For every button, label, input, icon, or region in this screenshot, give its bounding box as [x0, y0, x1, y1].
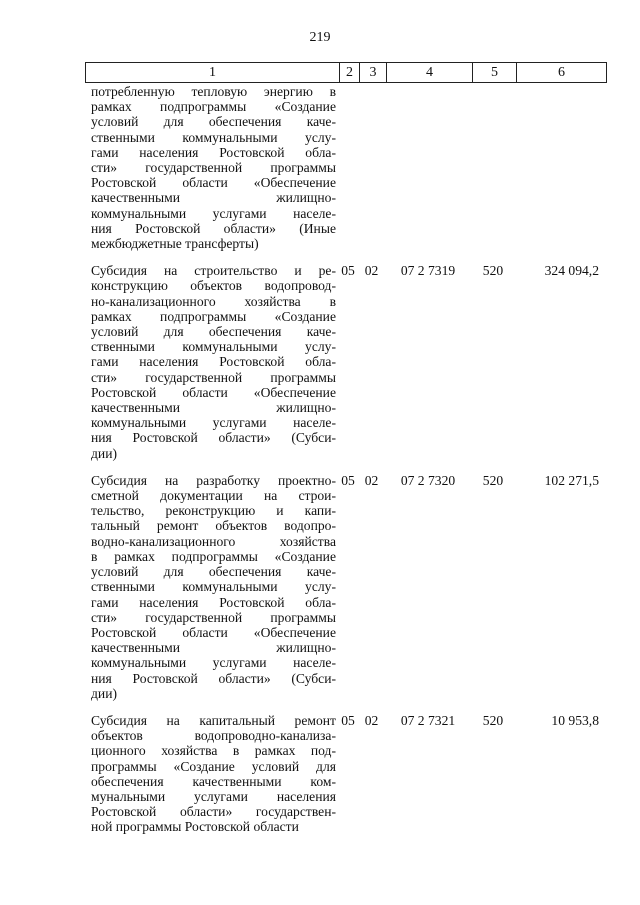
description-line: качественными жилищно-: [91, 190, 336, 206]
description-line: коммунальными услугами населе-: [91, 415, 336, 431]
row-description: [91, 713, 336, 835]
section-code: 05: [341, 712, 355, 728]
description-line: программы «Создание условий для: [91, 758, 336, 774]
description-line: ной программы Ростовской области: [91, 819, 299, 835]
header-col-5: 5: [472, 63, 516, 82]
table-row: [85, 473, 605, 701]
table-row: [85, 713, 605, 835]
description-line: гами населения Ростовской обла-: [91, 354, 336, 370]
description-line: водно-канализационного хозяйства: [91, 533, 336, 549]
expense-type-code: 520: [482, 263, 504, 279]
header-col-3: 3: [359, 63, 386, 82]
description-line: сти» государственной программы: [91, 160, 336, 176]
header-col-1: 1: [209, 65, 216, 80]
header-col-2: 2: [339, 63, 359, 82]
amount-value: 324 094,2: [544, 263, 599, 279]
row-description: [91, 84, 336, 251]
description-line: ния Ростовской области» (Иные: [91, 220, 336, 236]
description-line: ственными коммунальными услу-: [91, 339, 336, 355]
description-line: потребленную тепловую энергию в: [91, 84, 336, 99]
description-line: условий для обеспечения каче-: [91, 564, 336, 580]
description-line: ственными коммунальными услу-: [91, 129, 336, 145]
description-line: дии): [91, 685, 117, 701]
description-line: коммунальными услугами населе-: [91, 655, 336, 671]
row-description: [91, 263, 336, 461]
row-description: [91, 473, 336, 701]
target-article-code: 07 2 7321: [400, 712, 456, 728]
target-article-code: 07 2 7320: [400, 472, 456, 488]
description-line: Ростовской области «Обеспечение: [91, 624, 336, 640]
subsection-code: 02: [364, 472, 379, 488]
table-header-row: [85, 62, 607, 83]
description-line: рамках подпрограммы «Создание: [91, 308, 336, 324]
subsection-code: 02: [364, 712, 379, 728]
description-line: Субсидия на строительство и ре-: [91, 263, 336, 279]
page-number: 219: [309, 30, 331, 45]
description-line: тельство, реконструкцию и капи-: [91, 503, 336, 519]
expense-type-code: 520: [482, 712, 504, 728]
description-line: конструкцию объектов водопровод-: [91, 278, 336, 294]
description-line: межбюджетные трансферты): [91, 236, 259, 252]
description-line: объектов водопроводно-канализа-: [91, 728, 336, 744]
target-article-code: 07 2 7319: [400, 263, 456, 279]
description-line: ственными коммунальными услу-: [91, 579, 336, 595]
subsection-code: 02: [364, 263, 379, 279]
description-line: сти» государственной программы: [91, 609, 336, 625]
description-line: Субсидия на капитальный ремонт: [91, 712, 336, 728]
description-line: Ростовской области «Обеспечение: [91, 384, 336, 400]
description-line: качественными жилищно-: [91, 640, 336, 656]
table-body: [85, 84, 605, 835]
description-line: в рамках подпрограммы «Создание: [91, 548, 336, 564]
description-line: качественными жилищно-: [91, 400, 336, 416]
description-line: но-канализационного хозяйства в: [91, 293, 336, 309]
description-line: ния Ростовской области» (Субси-: [91, 670, 336, 686]
header-col-4: 4: [386, 63, 472, 82]
description-line: обеспечения качественными ком-: [91, 773, 336, 789]
description-line: Ростовской области» государствен-: [91, 804, 336, 820]
description-line: рамках подпрограммы «Создание: [91, 99, 336, 115]
table-row: [85, 84, 605, 251]
description-line: ния Ростовской области» (Субси-: [91, 430, 336, 446]
section-code: 05: [341, 472, 355, 488]
description-line: коммунальными услугами населе-: [91, 205, 336, 221]
description-line: сти» государственной программы: [91, 369, 336, 385]
expense-type-code: 520: [482, 472, 504, 488]
description-line: Субсидия на разработку проектно-: [91, 472, 336, 488]
description-line: сметной документации на строи-: [91, 488, 336, 504]
section-code: 05: [341, 263, 355, 279]
description-line: гами населения Ростовской обла-: [91, 594, 336, 610]
description-line: мунальными услугами населения: [91, 788, 336, 804]
description-line: гами населения Ростовской обла-: [91, 144, 336, 160]
description-line: Ростовской области «Обеспечение: [91, 175, 336, 191]
description-line: ционного хозяйства в рамках под-: [91, 743, 336, 759]
header-col-6: 6: [516, 63, 606, 82]
table-row: [85, 263, 605, 461]
amount-value: 102 271,5: [544, 472, 599, 488]
amount-value: 10 953,8: [551, 712, 599, 728]
description-line: тальный ремонт объектов водопро-: [91, 518, 336, 534]
description-line: дии): [91, 445, 117, 461]
description-line: условий для обеспечения каче-: [91, 114, 336, 130]
description-line: условий для обеспечения каче-: [91, 324, 336, 340]
